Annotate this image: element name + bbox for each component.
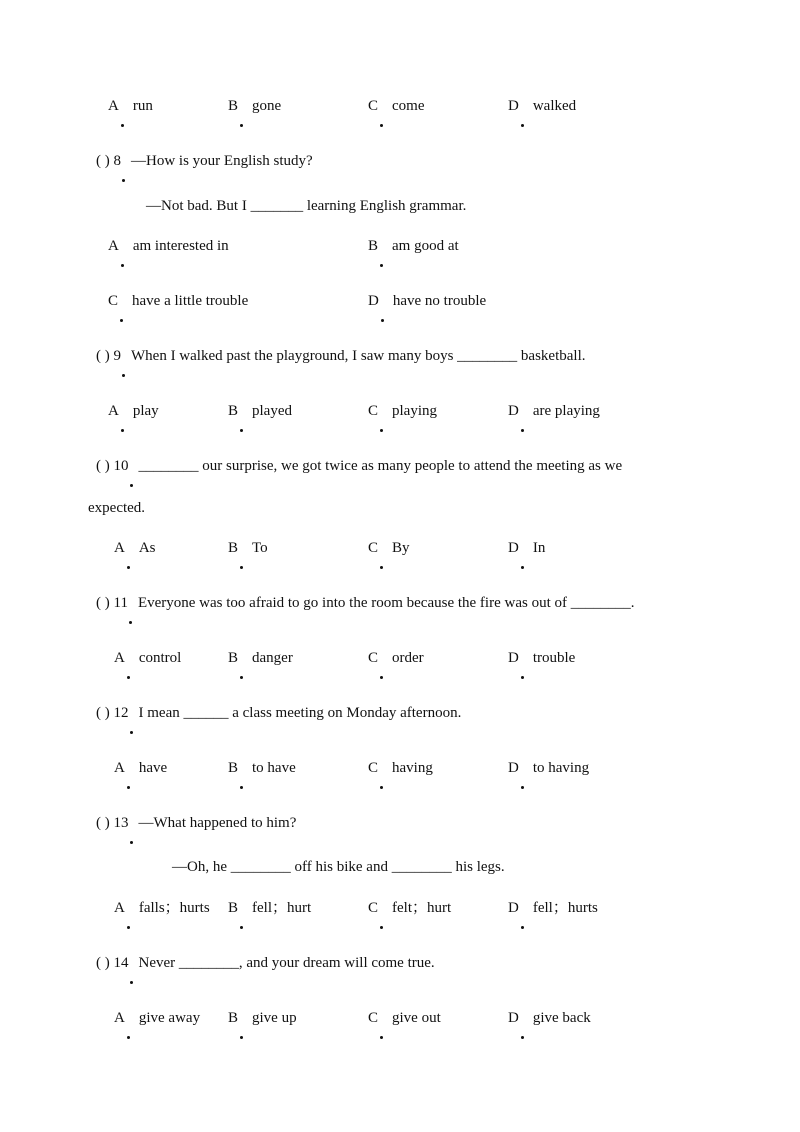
q8-option-c: C have a little trouble: [108, 293, 249, 309]
q14-option-c: C give out: [368, 1010, 441, 1026]
q11-stem: ( ) 11 Everyone was too afraid to go into the room because the fire was out of ________.: [96, 595, 635, 611]
q12-option-a: A have: [114, 760, 168, 776]
q13-reply: —Oh, he ________ off his bike and ________ his legs.: [172, 859, 505, 875]
q8-stem: ( ) 8 —How is your English study?: [96, 153, 313, 169]
q11-option-c: C order: [368, 650, 424, 666]
q14-option-d: D give back: [508, 1010, 591, 1026]
q9-option-d: D are playing: [508, 403, 600, 419]
q14-option-b: B give up: [228, 1010, 297, 1026]
q13-option-a: A falls；hurts: [114, 900, 210, 916]
q9-option-a: A play: [108, 403, 159, 419]
q10-option-b: B To: [228, 540, 268, 556]
q10-option-a: A As: [114, 540, 156, 556]
q7-option-d: D walked: [508, 98, 577, 114]
q12-option-b: B to have: [228, 760, 296, 776]
q7-option-b: B gone: [228, 98, 282, 114]
q13-option-d: D fell；hurts: [508, 900, 598, 916]
q10-stem: ( ) 10 ________ our surprise, we got twice as many people to attend the meeting as we: [96, 458, 623, 474]
q11-option-b: B danger: [228, 650, 293, 666]
q7-option-c: C come: [368, 98, 425, 114]
q10-stem-continued: expected.: [88, 500, 146, 516]
q10-option-d: D In: [508, 540, 546, 556]
q7-option-a: A run: [108, 98, 153, 114]
q12-option-c: C having: [368, 760, 433, 776]
q9-option-c: C playing: [368, 403, 438, 419]
q13-option-c: C felt；hurt: [368, 900, 452, 916]
q9-option-b: B played: [228, 403, 292, 419]
q12-option-d: D to having: [508, 760, 590, 776]
q8-option-d: D have no trouble: [368, 293, 487, 309]
q8-reply: —Not bad. But I _______ learning English grammar.: [146, 198, 467, 214]
q11-option-a: A control: [114, 650, 182, 666]
q13-stem: ( ) 13 —What happened to him?: [96, 815, 297, 831]
q14-option-a: A give away: [114, 1010, 201, 1026]
q12-stem: ( ) 12 I mean ______ a class meeting on Monday afternoon.: [96, 705, 462, 721]
q8-option-b: B am good at: [368, 238, 459, 254]
q9-stem: ( ) 9 When I walked past the playground, I saw many boys ________ basketball.: [96, 348, 586, 364]
q11-option-d: D trouble: [508, 650, 576, 666]
q10-option-c: C By: [368, 540, 410, 556]
q8-option-a: A am interested in: [108, 238, 229, 254]
q13-option-b: B fell；hurt: [228, 900, 312, 916]
q14-stem: ( ) 14 Never ________, and your dream will come true.: [96, 955, 435, 971]
